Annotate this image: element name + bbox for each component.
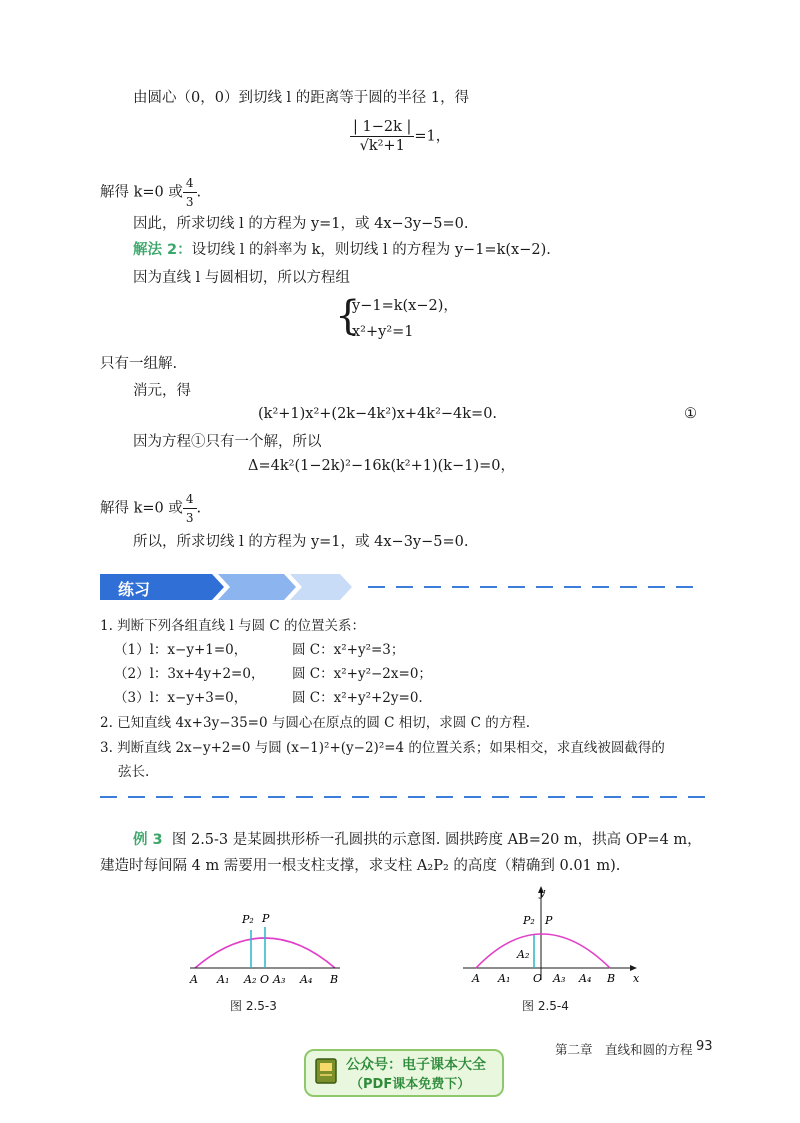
solution2-solve [100, 490, 201, 527]
label-P2-2: P₂ [523, 914, 535, 927]
exercise-bottom-divider [100, 796, 710, 798]
example3-line2: 建造时每间隔 4 m 需要用一根支柱支撑，求支柱 A₂P₂ 的高度（精确到 0.01 m). [100, 858, 621, 874]
solve-denominator-2: 3 [185, 511, 194, 525]
fraction-denominator: √k²+1 [359, 138, 405, 154]
equation-marker: ① [684, 406, 697, 422]
label-O: O [260, 973, 270, 985]
exercise-q1a-line: （1）l：x−y+1=0， [114, 642, 248, 658]
distance-equation [350, 118, 450, 155]
exercise-q1c-circle: 圆 C：x²+y²+2y=0. [292, 690, 423, 706]
arch-arc-2 [476, 934, 610, 968]
exercise-title: 练习 [118, 580, 151, 599]
label-P: P [262, 912, 270, 925]
exercise-q1a-circle: 圆 C：x²+y²=3； [292, 642, 405, 658]
system-brace: { [335, 293, 361, 339]
label-A-2: A [472, 972, 480, 985]
discriminant-equation: Δ=4k²(1−2k)²−16k(k²+1)(k−1)=0， [248, 458, 515, 474]
watermark-line2: （PDF课本免费下） [350, 1077, 471, 1092]
axis-label-x: x [633, 972, 640, 985]
example3-text: 图 2.5-3 是某圆拱形桥一孔圆拱的示意图. 圆拱跨度 AB=20 m，拱高 OP=4 m， [171, 832, 702, 848]
solution2-line5: 因为方程①只有一个解，所以 [133, 434, 322, 450]
exercise-q1b-circle: 圆 C：x²+y²−2x=0； [292, 666, 432, 682]
solve-prefix-2: 解得 k=0 或 [100, 500, 183, 517]
label-A1: A₁ [217, 973, 230, 985]
distance-fraction [350, 118, 414, 155]
label-A: A [190, 973, 198, 985]
exercise-q2: 2. 已知直线 4x+3y−35=0 与圆心在原点的圆 C 相切，求圆 C 的方程. [100, 715, 530, 731]
solve-prefix: 解得 k=0 或 [100, 184, 183, 201]
figure-2-5-4 [455, 880, 645, 985]
label-B: B [330, 973, 339, 985]
label-A4: A₄ [300, 973, 313, 985]
solution2-line4: 消元，得 [133, 383, 191, 399]
label-P2: P₂ [242, 913, 254, 926]
solve-tail-2: . [196, 500, 202, 517]
system-equation-1: y−1=k(x−2)， [352, 298, 458, 314]
label-A1-2: A₁ [498, 972, 511, 985]
watermark-line1: 公众号：电子课本大全 [346, 1057, 486, 1073]
label-A2-2: A₂ [517, 948, 530, 961]
label-O-2: O [533, 972, 543, 985]
exercise-q1b-line: （2）l：3x+4y+2=0， [114, 666, 265, 682]
system-equation-2: x²+y²=1 [352, 324, 414, 340]
solve-denominator: 3 [185, 195, 194, 209]
solution1-conclusion: 因此，所求切线 l 的方程为 y=1，或 4x−3y−5=0. [133, 216, 469, 232]
solution2-text: 设切线 l 的斜率为 k，则切线 l 的方程为 y−1=k(x−2). [191, 242, 551, 258]
label-P-2: P [545, 914, 553, 927]
exercise-q1c-line: （3）l：x−y+3=0， [114, 690, 248, 706]
solution1-solve [100, 174, 201, 211]
solve-tail: . [196, 184, 202, 201]
fraction-numerator: | 1−2k | [350, 118, 414, 137]
solution2-line3: 只有一组解. [100, 356, 178, 372]
figure-2-5-3 [180, 895, 360, 985]
figure-2-5-4-caption: 图 2.5-4 [522, 999, 569, 1013]
solution2-conclusion: 所以，所求切线 l 的方程为 y=1，或 4x−3y−5=0. [133, 534, 469, 550]
example3-line1 [133, 830, 702, 850]
exercise-q3-line2: 弦长. [118, 764, 150, 780]
x-axis-arrow [630, 965, 637, 971]
label-B-2: B [607, 972, 616, 985]
watermark-box [304, 1049, 504, 1097]
label-A3-2: A₃ [553, 972, 566, 985]
exercise-q3-line1: 3. 判断直线 2x−y+2=0 与圆 (x−1)²+(y−2)²=4 的位置关系；如果相交，求直线被圆截得的 [100, 740, 665, 756]
chapter-title: 第二章 直线和圆的方程 [555, 1042, 693, 1057]
label-A2: A₂ [244, 973, 257, 985]
solution2-label: 解法 2： [133, 242, 192, 258]
solve-numerator-2: 4 [183, 490, 197, 509]
exercise-q1: 1. 判断下列各组直线 l 与圆 C 的位置关系： [100, 618, 365, 634]
axis-label-y: y [539, 886, 546, 899]
fraction-tail: =1， [414, 128, 451, 145]
eliminated-equation: (k²+1)x²+(2k−4k²)x+4k²−4k=0. [258, 406, 498, 422]
solution2-line1 [133, 240, 551, 260]
solution1-line1: 由圆心（0，0）到切线 l 的距离等于圆的半径 1，得 [133, 90, 470, 106]
label-A4-2: A₄ [579, 972, 592, 985]
solve-numerator: 4 [183, 174, 197, 193]
label-A3: A₃ [273, 973, 286, 985]
page-number: 93 [696, 1039, 713, 1054]
exercise-top-divider [368, 586, 708, 588]
figure-2-5-3-caption: 图 2.5-3 [230, 999, 277, 1013]
example3-label: 例 3 [133, 832, 163, 848]
solution2-line2: 因为直线 l 与圆相切，所以方程组 [133, 270, 350, 286]
book-icon [314, 1057, 340, 1087]
